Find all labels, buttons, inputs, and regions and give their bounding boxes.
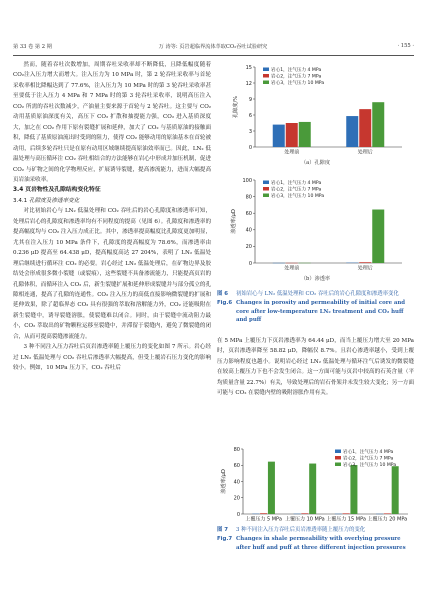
x-tick-label: 处理后: [357, 149, 373, 156]
bar: [286, 123, 298, 147]
porosity-bar-chart: [217, 61, 414, 159]
y-tick-label: 12: [245, 80, 252, 87]
caption-text-en: Changes in shale permeability with overlying pressure after huff and puff at three different injection pressures: [236, 535, 406, 551]
legend-swatch: [335, 456, 341, 460]
figure-6a-sublabel: （a）孔隙度: [300, 160, 331, 166]
bar: [309, 464, 316, 514]
permeability-bar-chart: [217, 174, 414, 275]
x-tick-label: 处理前: [284, 149, 300, 156]
x-tick-label: 上覆压力 5 MPa: [245, 516, 282, 523]
y-tick-label: 0: [248, 144, 252, 151]
y-tick-label: 40: [245, 227, 252, 234]
caption-text-cn: 初始岩心与 LN₂ 低温处理和 CO₂ 吞吐后的岩心孔隙度和渗透率变化: [236, 291, 399, 297]
y-tick-label: 20: [245, 244, 252, 251]
caption-label: 图 7: [217, 527, 229, 533]
x-tick-label: 上覆压力 10 MPa: [285, 516, 325, 523]
running-title: 万 涛等: 页岩超临界流体萃取CO₂吞吐试验研究: [158, 44, 268, 50]
legend-swatch: [335, 450, 341, 454]
y-tick-label: 80: [233, 446, 240, 453]
running-header: [13, 43, 414, 55]
y-tick-label: 9: [248, 96, 252, 103]
y-axis-label: 渗透率/μD: [221, 469, 227, 494]
x-tick-label: 上覆压力 15 MPa: [326, 516, 366, 523]
bar: [268, 462, 275, 514]
legend-swatch: [263, 81, 269, 85]
bar: [392, 466, 399, 514]
legend-swatch: [263, 68, 269, 72]
y-tick-label: 3: [248, 128, 252, 135]
figure-6a: [217, 61, 414, 169]
subsection-number: 3.4.1: [13, 197, 28, 204]
body-paragraph: 3 种不同注入压力吞吐后页岩渗透率随上覆压力的变化如图 7 所示。岩心经过 LN₂ 低温处理与 CO₂ 吞吐后渗透率大幅提高，但受上覆岩石压力变化的影响较小。例如，10 MPa 压力下，CO₂ 吞吐后: [13, 344, 211, 372]
legend-label: 岩心3，注气压力 10 MPa: [271, 81, 325, 86]
caption-label-en: Fig.7: [217, 535, 233, 542]
right-column-text: [217, 336, 414, 399]
bar: [384, 513, 391, 514]
y-tick-label: 60: [233, 463, 240, 470]
x-tick-label: 处理前: [284, 265, 300, 272]
y-tick-label: 20: [233, 495, 240, 502]
y-tick-label: 60: [245, 211, 252, 217]
left-column: [13, 60, 211, 374]
bar: [301, 513, 308, 514]
bar: [346, 116, 358, 147]
caption-label-en: Fig.6: [217, 299, 233, 306]
permeability-overburden-bar-chart: [217, 444, 414, 524]
legend-swatch: [263, 194, 269, 198]
bar: [350, 465, 357, 514]
y-tick-label: 100: [242, 177, 252, 184]
bar: [273, 125, 285, 147]
legend-swatch: [263, 74, 269, 78]
legend-label: 岩心2，注气压力 7 MPa: [271, 187, 322, 193]
caption-text-en: Changes in porosity and permeability of initial core and core after low-temperature LN₂ treatment and CO₂ huff and puff: [236, 299, 406, 324]
legend-label: 岩心2，注气压力 7 MPa: [271, 74, 322, 80]
body-paragraph: 在 5 MPa 上覆压力下页岩渗透率为 64.44 μD，而当上覆压力增大至 20 MPa 时，页岩渗透率降至 58.82 μD，降幅仅 8.7%。且岩心渗透率越小，受到上覆压力影响程度也越小。说明岩心经过 LN₂ 低温处理与循环注气后诱发的微裂缝在较高上覆压力下也不会发生闭合。这一方面可能与页岩中较高的石英含量（平均质量含量 22.7%）有关，导致处理后的岩石骨架并未发生较大变化；另一方面可能与 CO₂ 在裂缝内壁的吸附溶胀作用有关。: [217, 338, 414, 397]
section-heading: 3.4 页岩物性及孔隙结构变化特征: [13, 187, 101, 194]
body-paragraph: 对比初始岩心与 LN₂ 低温处理和 CO₂ 吞吐后的岩心孔隙度和渗透率可知，处理后岩心的孔隙度和渗透率均有不同程度的提高（见图 6）。孔隙度和渗透率的提高幅度均与 CO₂ 注入压力成正比。其中，渗透率提高幅度比孔隙度更加明显，尤其在注入压力 10 MPa 条件下，孔隙度的提高幅度为 78.6%，而渗透率由 0.236 μD 提高至 64.438 μD，提高幅度高达 27 204%，表明了 LN₂ 低温处理后继续进行循环注 CO₂ 的必要。岩心经过 LN₂ 低温处理后，在矿物边界及胶结处会形成很多微小裂缝（或裂痕），这些裂缝不具备渗流能力，只能提高页岩的孔隙体积，而循环注入 CO₂ 后，新生裂缝扩展和延伸形成裂缝并与部分孤立的孔隙相连通，提高了孔隙的连通性。CO₂ 注入压力的高低直接影响微裂缝的扩展和延伸效果，除了超临界态 CO₂ 具有很强的萃取和溶解能力外，CO₂ 还能吸附在新生裂缝中，诱导裂缝溶胀，使裂缝难以闭合。同时，由于裂缝中流动阻力最小，CO₂ 萃取出的矿物颗粒运移至裂缝中，并滞留于裂缝内，避免了微裂缝的闭合，从而可提高裂缝渗流能力。: [13, 208, 211, 340]
legend-swatch: [263, 187, 269, 191]
y-tick-label: 6: [248, 112, 252, 119]
bar: [299, 122, 311, 147]
legend-swatch: [335, 463, 341, 467]
caption-text-cn: 3 种不同注入压力吞吐后页岩渗透率随上覆压力的变化: [236, 527, 366, 533]
legend-label: 岩心1，注气压力 4 MPa: [271, 68, 322, 73]
bar: [359, 109, 371, 147]
figure-6b: [217, 174, 414, 286]
bar: [359, 262, 371, 263]
y-tick-label: 80: [245, 194, 252, 201]
figure-7-caption: [217, 526, 414, 552]
legend-swatch: [263, 181, 269, 185]
x-tick-label: 处理后: [357, 265, 373, 272]
figure-6b-sublabel: （b）渗透率: [300, 276, 331, 282]
bar: [343, 513, 350, 514]
legend-label: 岩心2，注气压力 7 MPa: [343, 456, 394, 462]
volume-issue: 第 33 卷 第 2 期: [13, 44, 52, 50]
legend-label: 岩心3，注气压力 10 MPa: [271, 194, 325, 199]
caption-label: 图 6: [217, 291, 229, 297]
x-tick-label: 上覆压力 20 MPa: [367, 516, 408, 523]
y-tick-label: 0: [248, 260, 252, 267]
body-paragraph: 然而，随着吞吐次数增加，周期吞吐采收率却不断降低，且降低幅度随着 CO₂注入压力增大而增大。注入压力为 10 MPa 时，第 2 轮吞吐采收率与首轮采收率相比降幅达到了 77.6%，注入压力为 10 MPa 时的第 3 轮吞吐采收率甚至要低于注入压力 4 MPa 和 7 MPa 时的第 3 轮吞吐采收率，说明高压注入 CO₂ 所需的吞吐次数减少，产油量主要来源于首轮与 2 轮吞吐。这主要与 CO₂ 动用基质原油深度有关，高压下 CO₂ 扩散和抽提能力强，CO₂ 进入基质深度大，加之在 CO₂ 作用下原有裂缝扩展和延伸，加大了 CO₂ 与基质原油的接触面积，降低了基质原油流出时受到的阻力，使得 CO₂ 能够动用的原油基本在首轮被动用，后续多轮吞吐只是在原有动用区域继续提高原油效率而已。因此，LN₂ 低温处理与高压循环注 CO₂ 吞吐相结合的方法能够在岩心中形成并加压机制，促进 CO₂ 与矿物之间的化学物理反应，扩展诱导裂缝，提高渗流能力，进而大幅提高页岩油采收率。: [13, 62, 211, 183]
header-rule: [13, 55, 414, 56]
bar: [372, 210, 384, 263]
legend-label: 岩心1，注气压力 4 MPa: [271, 181, 322, 186]
bar: [372, 102, 384, 147]
legend-label: 岩心1，注气压力 4 MPa: [343, 450, 394, 455]
y-tick-label: 15: [245, 64, 252, 71]
page-number: · 155 ·: [397, 43, 414, 49]
bar: [260, 513, 267, 514]
legend-label: 岩心3，注气压力 10 MPa: [343, 463, 397, 468]
y-axis-label: 渗透率/μD: [231, 209, 237, 234]
subsection-title: 孔隙度及渗透率变化: [29, 197, 80, 204]
subsection-heading: [13, 196, 211, 206]
figure-6-caption: [217, 290, 414, 325]
y-tick-label: 40: [233, 479, 240, 486]
y-axis-label: 孔隙度/%: [233, 95, 239, 119]
y-tick-label: 0: [236, 511, 240, 518]
figure-7: [217, 444, 414, 522]
